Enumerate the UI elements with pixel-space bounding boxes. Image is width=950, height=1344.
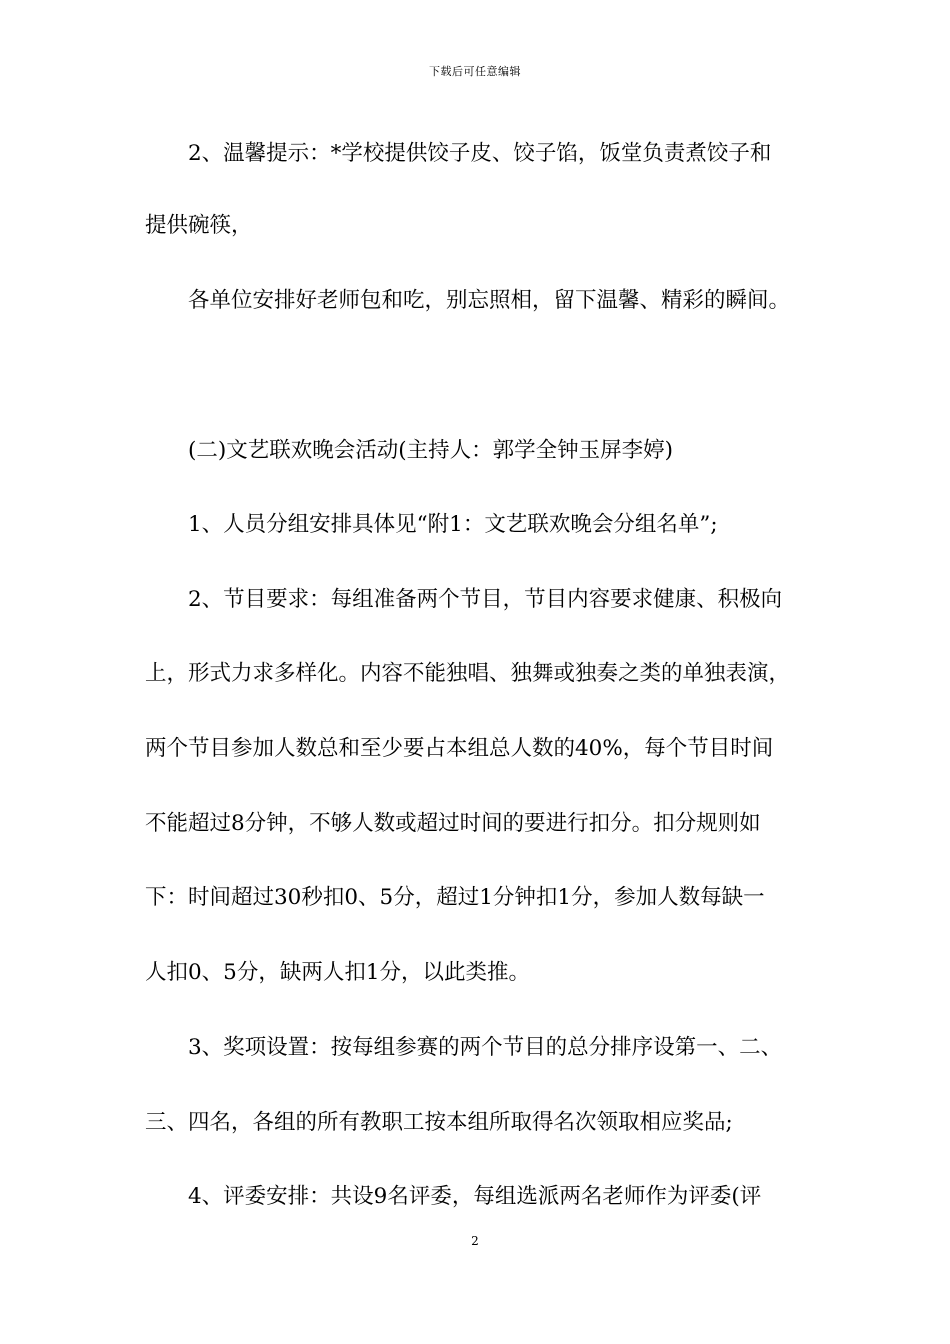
paragraph-line: 提供碗筷， (145, 213, 253, 238)
paragraph-line: 不能超过8分钟，不够人数或超过时间的要进行扣分。扣分规则如 (145, 811, 761, 836)
paragraph-line: 两个节目参加人数总和至少要占本组总人数的40%，每个节目时间 (145, 736, 774, 761)
paragraph-line: 上，形式力求多样化。内容不能独唱、独舞或独奏之类的单独表演， (145, 661, 791, 686)
paragraph-line: 2、温馨提示：*学校提供饺子皮、饺子馅，饭堂负责煮饺子和 (188, 141, 772, 166)
page-header: 下载后可任意编辑 (429, 65, 521, 78)
paragraph-line: 4、评委安排：共设9名评委，每组选派两名老师作为评委(评 (188, 1184, 762, 1209)
paragraph-line: 2、节目要求：每组准备两个节目，节目内容要求健康、积极向 (188, 587, 783, 612)
paragraph-line: 各单位安排好老师包和吃，别忘照相，留下温馨、精彩的瞬间。 (188, 288, 791, 313)
paragraph-line: 人扣0、5分，缺两人扣1分，以此类推。 (145, 960, 531, 985)
paragraph-line: 下：时间超过30秒扣0、5分，超过1分钟扣1分，参加人数每缺一 (145, 885, 765, 910)
paragraph-line: 1、人员分组安排具体见“附1：文艺联欢晚会分组名单”; (188, 512, 718, 537)
section-heading: (二)文艺联欢晚会活动(主持人：郭学全钟玉屏李婷) (188, 438, 674, 463)
paragraph-line: 三、四名，各组的所有教职工按本组所取得名次领取相应奖品; (145, 1110, 733, 1135)
page-number: 2 (471, 1234, 479, 1248)
paragraph-line: 3、奖项设置：按每组参赛的两个节目的总分排序设第一、二、 (188, 1035, 783, 1060)
